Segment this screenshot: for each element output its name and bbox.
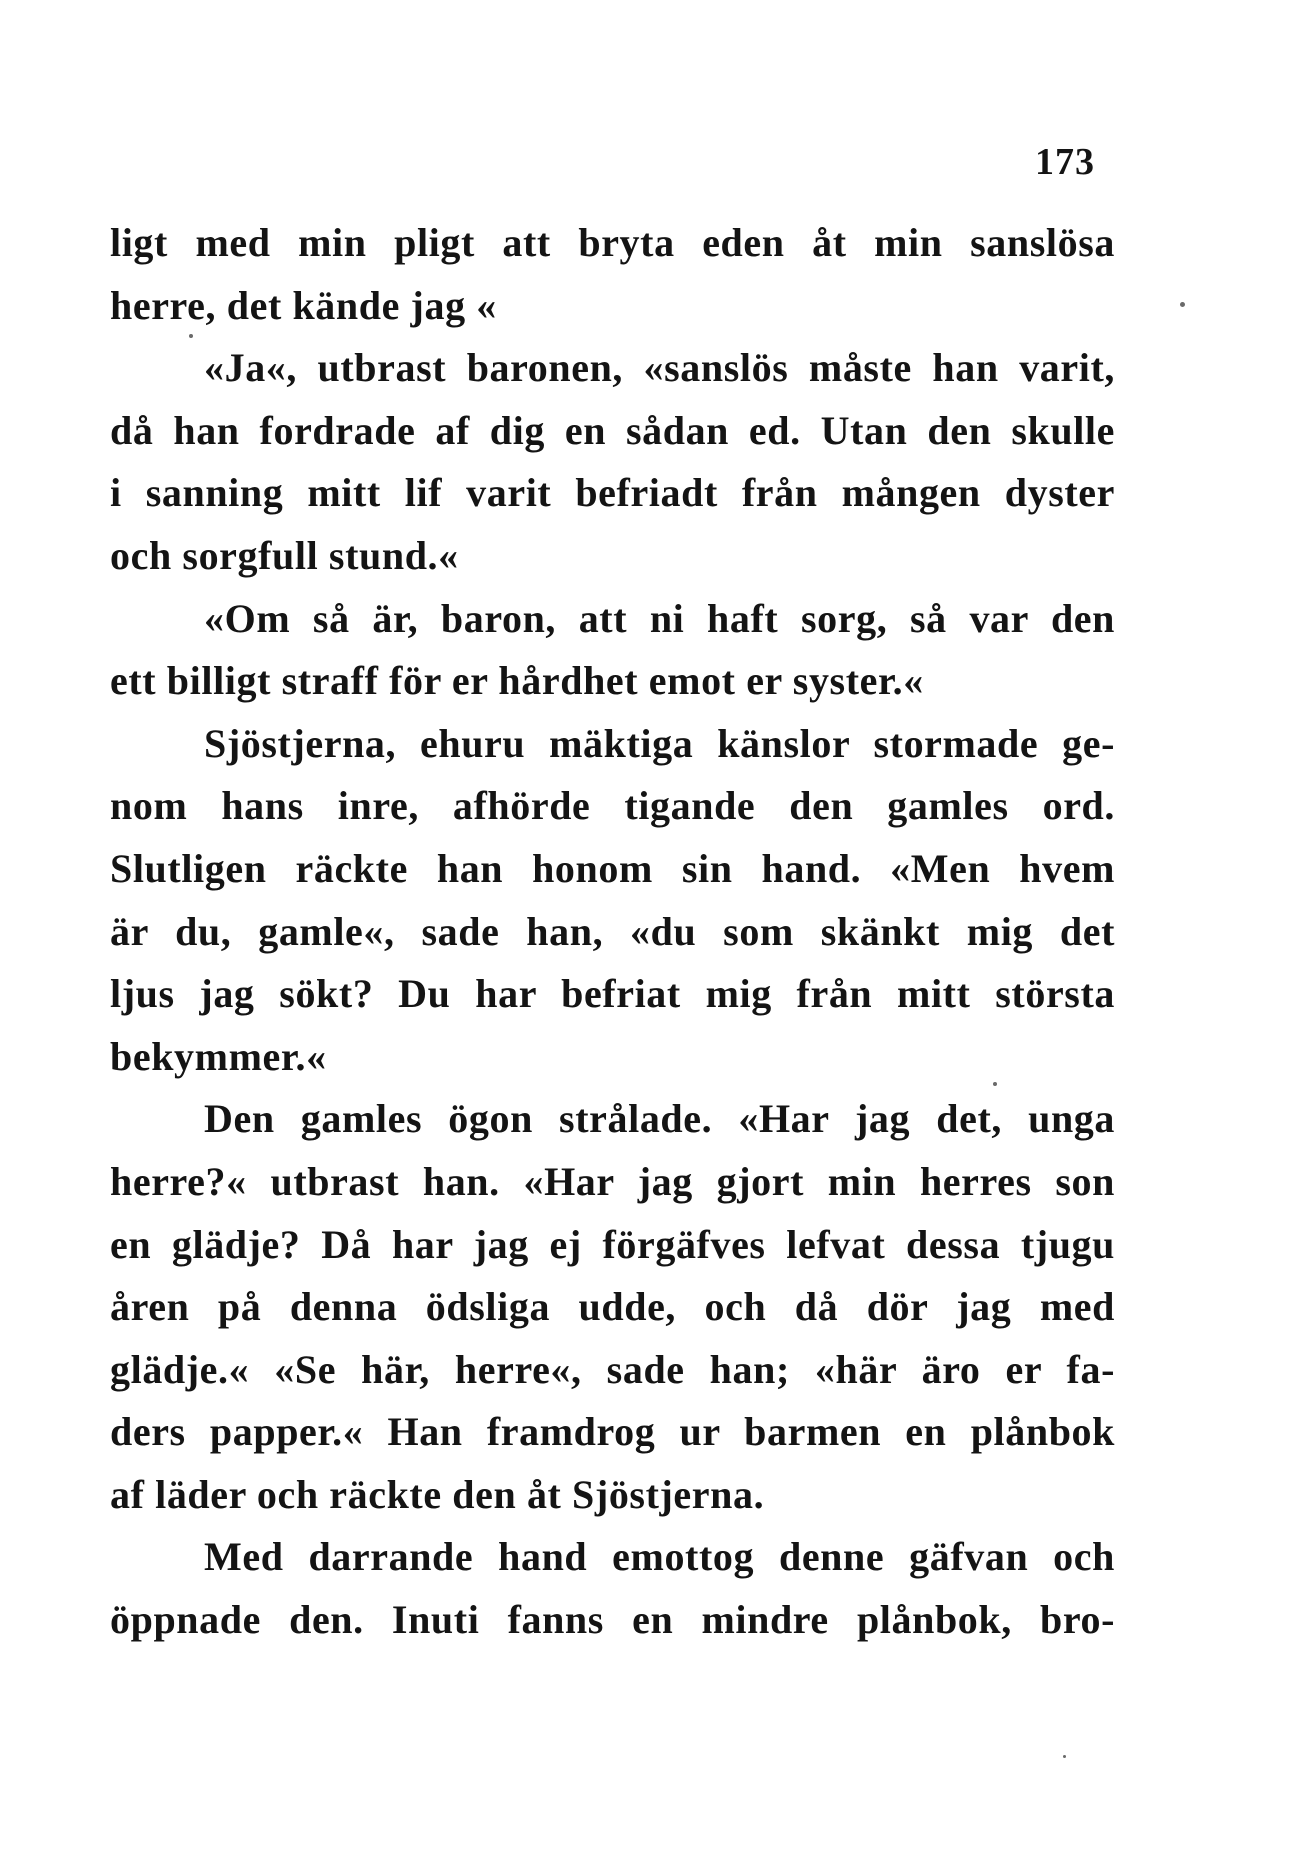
text-line: ljus jag sökt? Du har befriat mig från mitt största [110,971,1115,1017]
text-line: är du, gamle«, sade han, «du som skänkt mig det [110,908,1115,954]
text-line: ett billigt straff för er hårdhet emot er syster.« [110,658,924,704]
text-line: i sanning mitt lif varit befriadt från mången dyster [110,470,1115,516]
text-line: bekymmer.« [110,1033,327,1079]
text-line: då han fordrade af dig en sådan ed. Utan den skulle [110,407,1115,453]
text-line: Den gamles ögon strålade. «Har jag det, unga [204,1096,1115,1142]
text-line: Sjöstjerna, ehuru mäktiga känslor stormade ge- [204,720,1115,766]
scan-speck [1180,302,1185,307]
text-line: Slutligen räckte han honom sin hand. «Men hvem [110,845,1115,891]
scan-speck [1063,1755,1066,1758]
scan-speck [993,1082,997,1086]
page-number: 173 [1035,141,1095,183]
text-line: nom hans inre, afhörde tigande den gamles ord. [110,783,1115,829]
text-line: och sorgfull stund.« [110,532,459,578]
text-line: af läder och räckte den åt Sjöstjerna. [110,1471,765,1517]
text-line: Med darrande hand emottog denne gäfvan och [204,1534,1115,1580]
text-line: herre?« utbrast han. «Har jag gjort min herres son [110,1158,1115,1204]
text-line: en glädje? Då har jag ej förgäfves lefvat dessa tjugu [110,1221,1115,1267]
text-line: öppnade den. Inuti fanns en mindre plånbok, bro- [110,1597,1115,1643]
body-text [110,212,1115,1652]
text-line: åren på denna ödsliga udde, och då dör jag med [110,1284,1115,1330]
text-line: «Ja«, utbrast baronen, «sanslös måste han varit, [204,345,1115,391]
text-line: «Om så är, baron, att ni haft sorg, så var den [204,595,1115,641]
text-line: herre, det kände jag « [110,282,497,328]
text-line: ders papper.« Han framdrog ur barmen en plånbok [110,1409,1115,1455]
text-line: ligt med min pligt att bryta eden åt min sanslösa [110,220,1115,265]
text-line: glädje.« «Se här, herre«, sade han; «här äro er fa- [110,1346,1115,1392]
scan-speck [189,334,193,338]
